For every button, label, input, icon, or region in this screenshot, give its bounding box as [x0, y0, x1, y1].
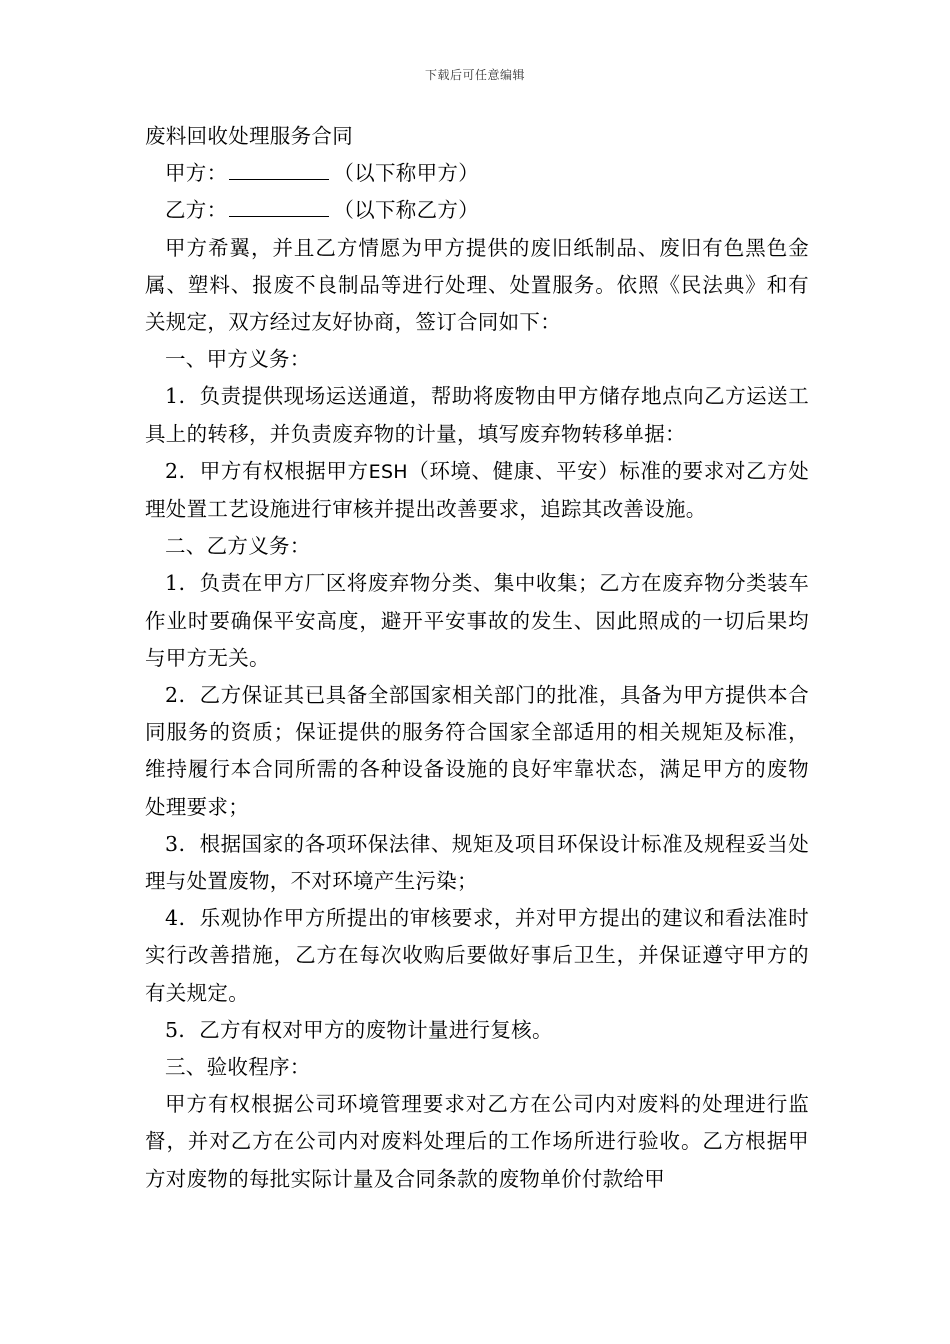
section2-item3: 3．根据国家的各项环保法律、规矩及项目环保设计标准及规程妥当处理与处置废物，不对环境产生污染；: [145, 831, 809, 894]
party-b-label: 乙方：: [165, 198, 228, 223]
party-a-line: [145, 155, 809, 192]
section1-item1: 1．负责提供现场运送通道，帮助将废物由甲方储存地点向乙方运送工具上的转移，并负责废弃物的计量，填写废弃物转移单据：: [145, 384, 809, 446]
party-b-blank[interactable]: [229, 194, 329, 217]
section1-item2: [145, 453, 809, 528]
section1-heading: 一、甲方义务：: [165, 347, 311, 372]
intro-paragraph: 甲方希翼，并且乙方情愿为甲方提供的废旧纸制品、废旧有色黑色金属、塑料、报废不良制品等进行处理、处置服务。依照《民法典》和有关规定，双方经过友好协商，签订合同如下：: [145, 235, 809, 335]
section2-item2: 2．乙方保证其已具备全部国家相关部门的批准，具备为甲方提供本合同服务的资质；保证提供的服务符合国家全部适用的相关规矩及标准，维持履行本合同所需的各种设备设施的良好牢靠状态，满足甲方的废物处理要求；: [145, 683, 809, 819]
section1-item2-post: （环境、健康、平安）标准的要求对乙方处理处置工艺设施进行审核并提出改善要求，追踪其改善设施。: [145, 458, 809, 522]
section3-heading: 三、验收程序：: [165, 1055, 311, 1080]
party-a-blank[interactable]: [229, 157, 329, 180]
section3-paragraph: 甲方有权根据公司环境管理要求对乙方在公司内对废料的处理进行监督，并对乙方在公司内对废料处理后的工作场所进行验收。乙方根据甲方对废物的每批实际计量及合同条款的废物单价付款给甲: [145, 1092, 809, 1191]
party-b-line: [145, 192, 809, 229]
section2-item4: 4．乐观协作甲方所提出的审核要求，并对甲方提出的建议和看法准时实行改善措施，乙方在每次收购后要做好事后卫生，并保证遵守甲方的有关规定。: [145, 906, 809, 1005]
contract-body: [145, 118, 809, 1198]
section2-item1: 1．负责在甲方厂区将废弃物分类、集中收集；乙方在废弃物分类装车作业时要确保平安高度，避开平安事故的发生、因此照成的一切后果均与甲方无关。: [145, 571, 809, 670]
esh-code: ESH: [368, 460, 408, 483]
header-note: 下载后可任意编辑: [424, 68, 525, 82]
section2-item5: 5．乙方有权对甲方的废物计量进行复核。: [165, 1017, 553, 1042]
party-b-suffix: （以下称乙方）: [333, 198, 480, 223]
contract-title: 废料回收处理服务合同: [145, 124, 353, 148]
section2-heading: 二、乙方义务：: [165, 534, 311, 559]
party-a-suffix: （以下称甲方）: [333, 161, 480, 186]
party-a-label: 甲方：: [165, 161, 228, 186]
section1-item2-pre: 2．甲方有权根据甲方: [165, 458, 369, 483]
